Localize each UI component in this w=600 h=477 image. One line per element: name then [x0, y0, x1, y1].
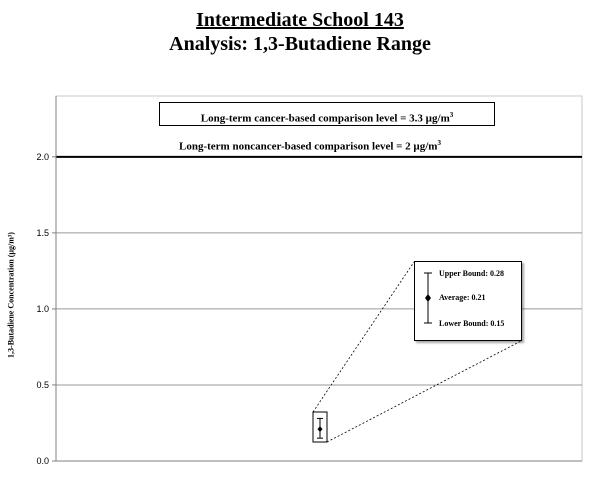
callout-lower-bound: Lower Bound: 0.15 — [439, 319, 505, 328]
y-tick-label: 0.5 — [36, 379, 49, 390]
y-axis-ticks — [36, 152, 56, 466]
callout-upper-bound: Upper Bound: 0.28 — [439, 269, 504, 278]
y-tick-label: 1.5 — [36, 227, 49, 238]
noncancer-reference-label-text: Long-term noncancer-based comparison level = 2 µg/m — [179, 140, 438, 153]
y-axis-label: 1,3-Butadiene Concentration (µg/m³) — [6, 232, 16, 358]
range-callout — [414, 261, 522, 341]
callout-connector-top — [313, 262, 414, 412]
callout-average: Average: 0.21 — [439, 293, 486, 302]
chart-title-line1: Intermediate School 143 — [196, 9, 404, 31]
y-tick-label: 1.0 — [36, 303, 49, 314]
callout-connector-bottom — [327, 341, 521, 442]
callout-average-marker — [425, 294, 431, 302]
cancer-reference-label-exponent: 3 — [449, 111, 454, 119]
cancer-reference-label — [159, 102, 495, 126]
y-tick-label: 2.0 — [36, 151, 49, 162]
chart-title-line2-name: 1,3-Butadiene Range — [253, 33, 431, 55]
y-tick-label: 0.0 — [36, 456, 49, 466]
chart-title-line2-prefix: Analysis: — [169, 33, 254, 55]
noncancer-reference-label-exponent: 3 — [437, 139, 441, 147]
noncancer-reference-label — [100, 139, 520, 153]
y-axis-label-container — [4, 170, 18, 420]
cancer-reference-label-text: Long-term cancer-based comparison level = 3.3 µg/m — [200, 112, 450, 125]
average-marker — [318, 426, 323, 432]
